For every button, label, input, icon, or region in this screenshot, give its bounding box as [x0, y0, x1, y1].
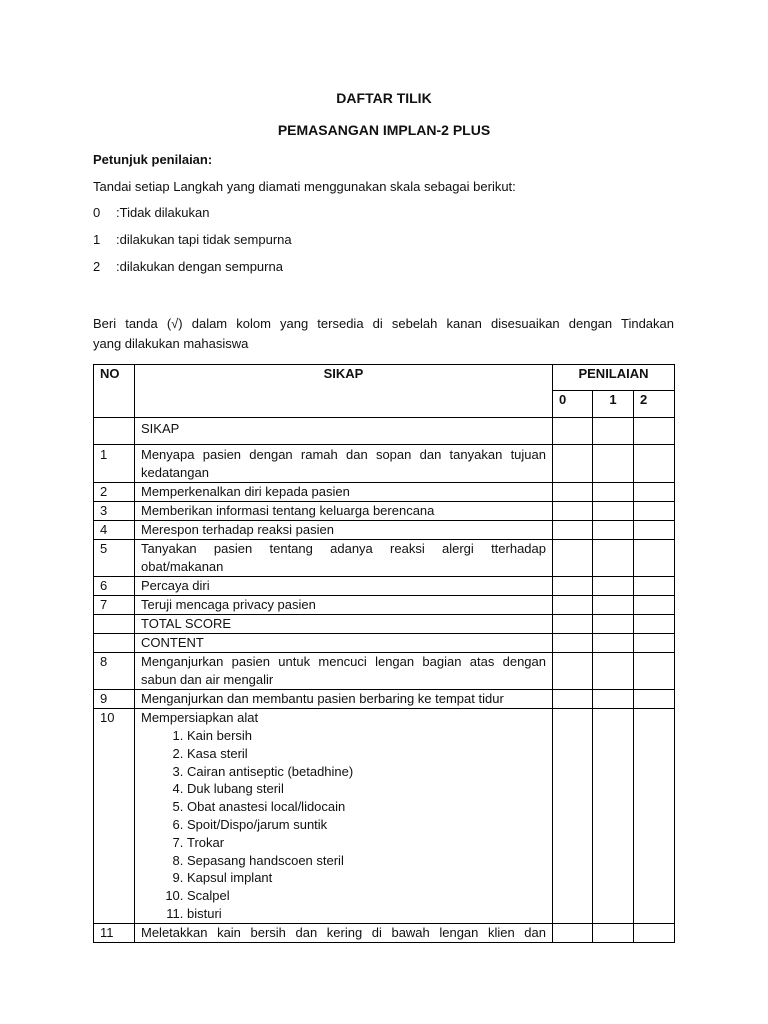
score-cell[interactable]: [553, 521, 593, 540]
score-cell[interactable]: [553, 418, 593, 445]
score-cell[interactable]: [634, 502, 675, 521]
list-item: 11. bisturi: [187, 905, 546, 923]
score-cell[interactable]: [593, 653, 634, 690]
scale-1-text: :dilakukan tapi tidak sempurna: [116, 232, 292, 247]
section-label-content: CONTENT: [135, 634, 553, 653]
score-cell[interactable]: [553, 577, 593, 596]
header-penilaian: PENILAIAN: [553, 365, 675, 391]
row-text: Memberikan informasi tentang keluarga berencana: [135, 502, 553, 521]
tool-list: [141, 727, 546, 923]
score-cell[interactable]: [553, 502, 593, 521]
score-cell[interactable]: [634, 653, 675, 690]
score-cell[interactable]: [593, 596, 634, 615]
checklist-table: [93, 364, 675, 943]
list-item: 4. Duk lubang steril: [187, 780, 546, 798]
score-cell[interactable]: [634, 577, 675, 596]
score-cell[interactable]: [593, 615, 634, 634]
row-no: 5: [94, 540, 135, 577]
row-text: Menyapa pasien dengan ramah dan sopan dan tanyakan tujuan kedatangan: [135, 445, 553, 483]
row-text: Meletakkan kain bersih dan kering di bawah lengan klien dan: [135, 923, 553, 942]
row-no: 8: [94, 653, 135, 690]
table-row: [94, 923, 675, 942]
list-item: 3. Cairan antiseptic (betadhine): [187, 763, 546, 781]
list-item: 6. Spoit/Dispo/jarum suntik: [187, 816, 546, 834]
score-cell[interactable]: [553, 483, 593, 502]
score-cell[interactable]: [634, 540, 675, 577]
score-cell[interactable]: [553, 540, 593, 577]
list-item: 8. Sepasang handscoen steril: [187, 852, 546, 870]
list-item: 1. Kain bersih: [187, 727, 546, 745]
total-score-label: TOTAL SCORE: [135, 615, 553, 634]
score-cell[interactable]: [553, 923, 593, 942]
score-cell[interactable]: [553, 653, 593, 690]
row-text: Memperkenalkan diri kepada pasien: [135, 483, 553, 502]
guide-heading: Petunjuk penilaian:: [93, 152, 213, 167]
scale-2-num: 2: [93, 259, 101, 274]
section-row-content: [94, 634, 675, 653]
row-text: Menganjurkan pasien untuk mencuci lengan bagian atas dengan sabun dan air mengalir: [135, 653, 553, 690]
table-row: [94, 596, 675, 615]
score-cell[interactable]: [634, 521, 675, 540]
score-cell[interactable]: [553, 634, 593, 653]
score-cell[interactable]: [593, 521, 634, 540]
row-text: Percaya diri: [135, 577, 553, 596]
row-text: Mempersiapkan alat: [141, 710, 259, 725]
table-row: [94, 445, 675, 483]
row-text-tools: [135, 709, 553, 924]
row-text: Menganjurkan dan membantu pasien berbaring ke tempat tidur: [135, 690, 553, 709]
guide-intro: Tandai setiap Langkah yang diamati menggunakan skala sebagai berikut:: [93, 179, 516, 194]
score-cell[interactable]: [593, 418, 634, 445]
scale-0-num: 0: [93, 205, 101, 220]
row-text: Merespon terhadap reaksi pasien: [135, 521, 553, 540]
document-title: DAFTAR TILIK: [336, 90, 432, 106]
score-cell[interactable]: [553, 596, 593, 615]
score-cell[interactable]: [593, 923, 634, 942]
row-no: 3: [94, 502, 135, 521]
row-no: 6: [94, 577, 135, 596]
score-cell[interactable]: [634, 634, 675, 653]
score-cell[interactable]: [593, 483, 634, 502]
scale-0-text: :Tidak dilakukan: [116, 205, 210, 220]
document-subtitle: PEMASANGAN IMPLAN-2 PLUS: [277, 122, 491, 138]
instruction-line-2: yang dilakukan mahasiswa: [93, 336, 249, 351]
score-cell[interactable]: [634, 445, 675, 483]
list-item: 9. Kapsul implant: [187, 869, 546, 887]
section-row-sikap: [94, 418, 675, 445]
score-cell[interactable]: [553, 709, 593, 924]
score-cell[interactable]: [634, 923, 675, 942]
row-no: 2: [94, 483, 135, 502]
list-item: 7. Trokar: [187, 834, 546, 852]
score-cell[interactable]: [553, 445, 593, 483]
score-cell[interactable]: [593, 634, 634, 653]
score-cell[interactable]: [553, 690, 593, 709]
instruction-paragraph: [93, 310, 674, 358]
row-no: 9: [94, 690, 135, 709]
table-row: [94, 483, 675, 502]
table-row: [94, 690, 675, 709]
table-row: [94, 521, 675, 540]
score-cell[interactable]: [593, 709, 634, 924]
list-item: 2. Kasa steril: [187, 745, 546, 763]
row-no: 1: [94, 445, 135, 483]
row-text: Tanyakan pasien tentang adanya reaksi alergi tterhadap obat/makanan: [135, 540, 553, 577]
row-no: 4: [94, 521, 135, 540]
score-col-2: 2: [634, 391, 675, 418]
score-cell[interactable]: [634, 483, 675, 502]
instruction-line-1: Beri tanda (√) dalam kolom yang tersedia di sebelah kanan disesuaikan dengan Tindakan: [93, 316, 674, 331]
total-score-row: [94, 615, 675, 634]
header-sikap: SIKAP: [135, 365, 553, 418]
score-cell[interactable]: [593, 502, 634, 521]
score-cell[interactable]: [593, 445, 634, 483]
score-cell[interactable]: [634, 690, 675, 709]
header-no: NO: [94, 365, 135, 418]
table-row: [94, 502, 675, 521]
score-cell[interactable]: [593, 577, 634, 596]
list-item: 5. Obat anastesi local/lidocain: [187, 798, 546, 816]
score-col-1: 1: [593, 391, 634, 418]
row-no: 11: [94, 923, 135, 942]
scale-1-num: 1: [93, 232, 101, 247]
score-col-0: 0: [553, 391, 593, 418]
list-item: 10. Scalpel: [187, 887, 546, 905]
table-row: [94, 653, 675, 690]
row-no: 7: [94, 596, 135, 615]
score-cell[interactable]: [634, 596, 675, 615]
score-cell[interactable]: [593, 690, 634, 709]
score-cell[interactable]: [553, 615, 593, 634]
score-cell[interactable]: [634, 418, 675, 445]
score-cell[interactable]: [593, 540, 634, 577]
score-cell[interactable]: [634, 709, 675, 924]
table-row: [94, 709, 675, 924]
score-cell[interactable]: [634, 615, 675, 634]
row-no: 10: [94, 709, 135, 924]
row-text: Teruji mencaga privacy pasien: [135, 596, 553, 615]
section-label-sikap: SIKAP: [135, 418, 553, 445]
table-row: [94, 577, 675, 596]
scale-2-text: :dilakukan dengan sempurna: [116, 259, 283, 274]
table-row: [94, 540, 675, 577]
